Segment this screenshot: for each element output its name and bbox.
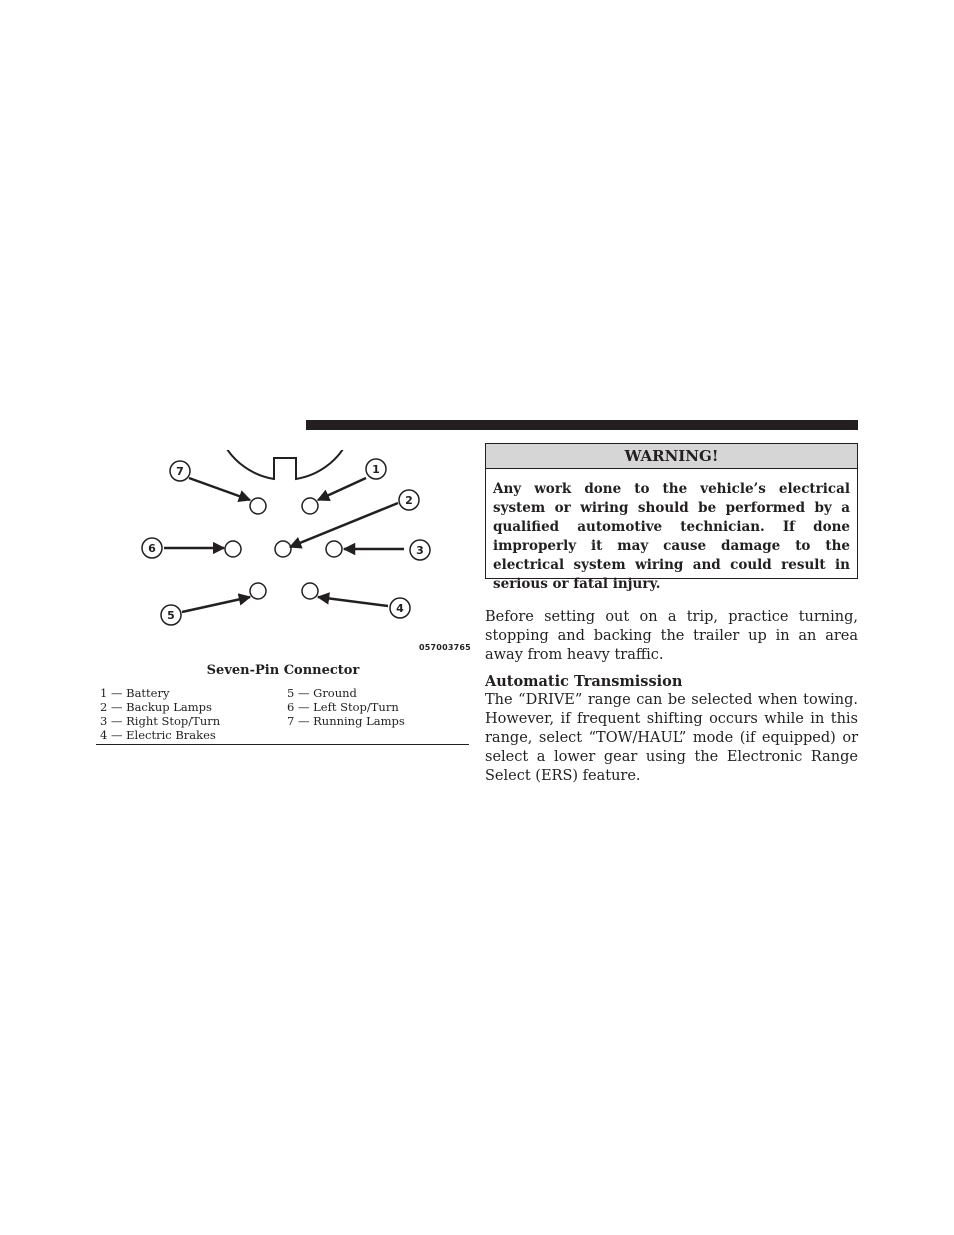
svg-text:5: 5	[167, 609, 175, 622]
pin-6	[225, 541, 241, 557]
legend-item: 6 — Left Stop/Turn	[287, 700, 399, 714]
pin-1	[302, 498, 318, 514]
callout-7	[170, 461, 190, 481]
warning-text: Any work done to the vehicle’s electrical system or wiring should be performed by a qualified automotive technician. If done improperly it may cause damage to the electrical system wiring and could result in serious or fatal injury.	[493, 481, 850, 592]
svg-text:7: 7	[176, 465, 184, 478]
arrow-4	[318, 597, 388, 606]
arrow-1	[318, 478, 366, 500]
section-heading: Automatic Transmission	[485, 673, 683, 690]
svg-text:2: 2	[405, 494, 413, 507]
callout-5	[161, 605, 181, 625]
figure-id: 057003765	[419, 643, 471, 652]
svg-text:1: 1	[372, 463, 380, 476]
legend-column-right	[287, 686, 405, 728]
legend-item: 5 — Ground	[287, 686, 357, 700]
connector-outline	[215, 450, 355, 479]
svg-text:4: 4	[396, 602, 404, 615]
legend-item: 4 — Electric Brakes	[100, 728, 216, 742]
warning-title: WARNING!	[486, 444, 857, 469]
figure-caption: Seven-Pin Connector	[206, 663, 360, 678]
svg-text:6: 6	[148, 542, 156, 555]
pin-4	[302, 583, 318, 599]
body-paragraph-2: The “DRIVE” range can be selected when towing. However, if frequent shifting occurs while in this range, select “TOW/HAUL” mode (if equipped) or select a lower gear using the Electronic Range Select (ERS) feature.	[485, 692, 858, 784]
warning-box	[485, 443, 858, 592]
callout-2	[399, 490, 419, 510]
arrow-7	[189, 478, 250, 500]
callout-1	[366, 459, 386, 479]
callout-3	[410, 540, 430, 560]
pin-3	[326, 541, 342, 557]
callout-6	[142, 538, 162, 558]
legend-item: 7 — Running Lamps	[287, 714, 405, 728]
section-header-bar	[306, 420, 858, 430]
pin-7	[250, 498, 266, 514]
seven-pin-connector-diagram	[96, 450, 470, 660]
legend-item: 1 — Battery	[100, 686, 170, 700]
callout-4	[390, 598, 410, 618]
pin-2	[275, 541, 291, 557]
arrow-2	[290, 503, 398, 547]
svg-text:3: 3	[416, 544, 424, 557]
legend-column-left	[100, 686, 220, 742]
pin-5	[250, 583, 266, 599]
body-paragraph-1: Before setting out on a trip, practice turning, stopping and backing the trailer up in an area away from heavy traffic.	[485, 609, 858, 663]
legend-divider	[96, 744, 469, 745]
legend-item: 2 — Backup Lamps	[100, 700, 212, 714]
legend-item: 3 — Right Stop/Turn	[100, 714, 221, 728]
arrow-5	[182, 597, 250, 612]
